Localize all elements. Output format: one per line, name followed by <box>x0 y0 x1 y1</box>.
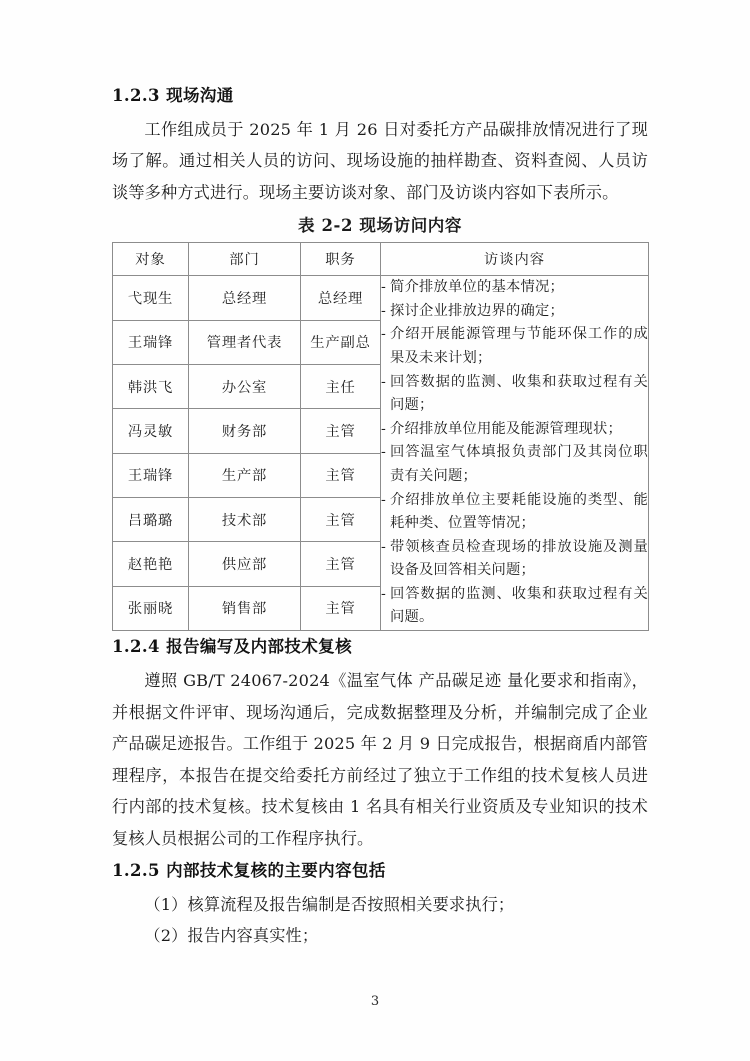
list-item: - 带领核查员检查现场的排放设施及测量设备及回答相关问题； <box>381 536 648 583</box>
cell-name: 张丽晓 <box>113 586 189 630</box>
paragraph-report-writing: 遵照 GB/T 24067-2024《温室气体 产品碳足迹 量化要求和指南》，并根据文件评审、现场沟通后，完成数据整理及分析，并编制完成了企业产品碳足迹报告。工作组于 2025 年 2 月 9 日完成报告，根据商盾内部管理程序，本报告在提交给委托方前经过了独立于工作组的技术复核人员进行内部的技术复核。技术复核由 1 名具有相关行业资质及专业知识的技术复核人员根据公司的工作程序执行。 <box>112 671 648 848</box>
review-item-1: （1）核算流程及报告编制是否按照相关要求执行； <box>144 894 515 914</box>
cell-name: 王瑞锋 <box>113 320 189 364</box>
site-visit-table <box>112 242 649 631</box>
cell-position: 主任 <box>301 364 381 408</box>
list-item: - 回答数据的监测、收集和获取过程有关问题。 <box>381 583 648 630</box>
list-item: - 回答数据的监测、收集和获取过程有关问题； <box>381 371 648 418</box>
heading-report-writing: 1.2.4 报告编写及内部技术复核 <box>112 637 352 657</box>
cell-position: 主管 <box>301 453 381 497</box>
cell-name: 吕璐璐 <box>113 497 189 541</box>
cell-position: 总经理 <box>301 276 381 320</box>
cell-department: 管理者代表 <box>189 320 301 364</box>
column-header-position: 职务 <box>301 243 381 276</box>
cell-position: 生产副总 <box>301 320 381 364</box>
table-row <box>113 276 649 320</box>
column-header-department: 部门 <box>189 243 301 276</box>
list-item: - 回答温室气体填报负责部门及其岗位职责有关问题； <box>381 441 648 488</box>
cell-interview-topics <box>381 276 649 631</box>
cell-name: 韩洪飞 <box>113 364 189 408</box>
cell-position: 主管 <box>301 409 381 453</box>
cell-name: 弋现生 <box>113 276 189 320</box>
interview-topics-list <box>381 276 648 630</box>
paragraph-site-communication: 工作组成员于 2025 年 1 月 26 日对委托方产品碳排放情况进行了现场了解。通过相关人员的访问、现场设施的抽样勘查、资料查阅、人员访谈等多种方式进行。现场主要访谈对象、部门及访谈内容如下表所示。 <box>112 119 648 202</box>
cell-position: 主管 <box>301 542 381 586</box>
table-caption: 表 2-2 现场访问内容 <box>298 216 462 236</box>
cell-department: 技术部 <box>189 497 301 541</box>
list-item: - 探讨企业排放边界的确定； <box>381 300 648 324</box>
cell-position: 主管 <box>301 586 381 630</box>
column-header-interview-content: 访谈内容 <box>381 243 649 276</box>
cell-department: 财务部 <box>189 409 301 453</box>
cell-department: 办公室 <box>189 364 301 408</box>
heading-review-content: 1.2.5 内部技术复核的主要内容包括 <box>112 861 386 880</box>
cell-department: 销售部 <box>189 586 301 630</box>
list-item: - 介绍排放单位主要耗能设施的类型、能耗种类、位置等情况； <box>381 489 648 536</box>
cell-department: 供应部 <box>189 542 301 586</box>
list-item: - 介绍开展能源管理与节能环保工作的成果及未来计划； <box>381 323 648 370</box>
review-item-2: （2）报告内容真实性； <box>144 926 319 946</box>
list-item: - 介绍排放单位用能及能源管理现状； <box>381 418 648 442</box>
cell-name: 王瑞锋 <box>113 453 189 497</box>
heading-site-communication: 1.2.3 现场沟通 <box>112 86 234 105</box>
cell-name: 赵艳艳 <box>113 542 189 586</box>
column-header-object: 对象 <box>113 243 189 276</box>
page-number: 3 <box>370 994 380 1009</box>
cell-department: 总经理 <box>189 276 301 320</box>
cell-department: 生产部 <box>189 453 301 497</box>
cell-position: 主管 <box>301 497 381 541</box>
list-item: - 简介排放单位的基本情况； <box>381 276 648 300</box>
table-header-row <box>113 243 649 276</box>
cell-name: 冯灵敏 <box>113 409 189 453</box>
